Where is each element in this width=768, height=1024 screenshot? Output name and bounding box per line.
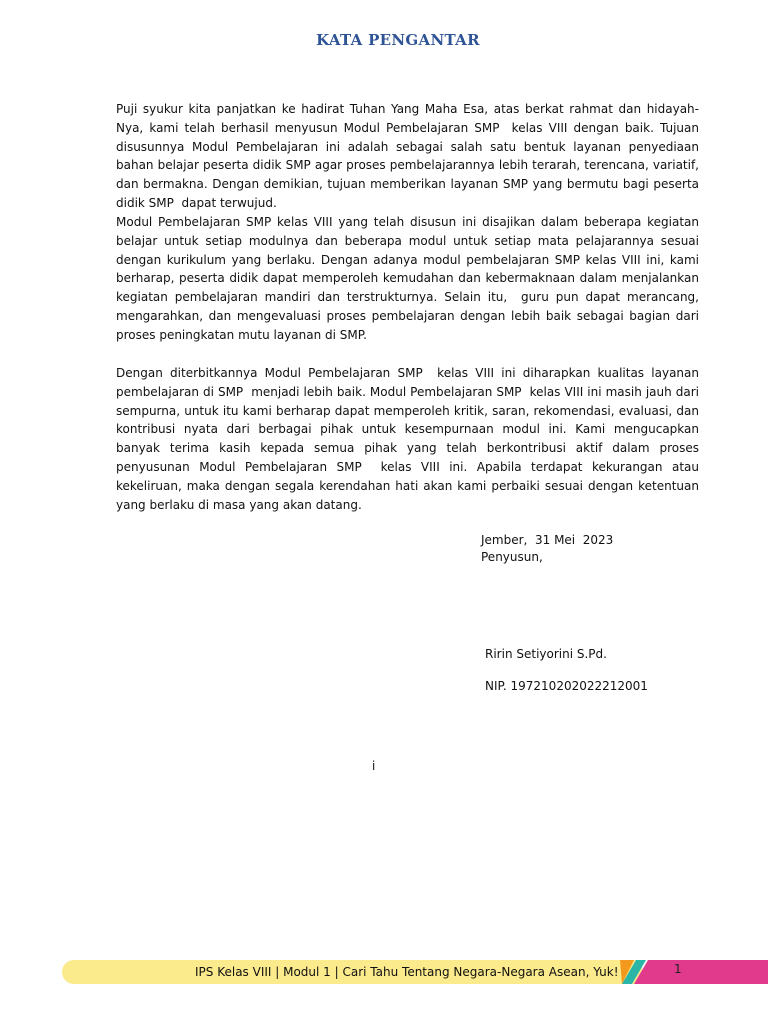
signer-name: Ririn Setiyorini S.Pd. (485, 647, 607, 661)
paragraph-intro: Puji syukur kita panjatkan ke hadirat Tuhan Yang Maha Esa, atas berkat rahmat dan hidayah-Nya, kami telah berhasil menyusun Modul Pembelajaran SMP kelas VIII dengan baik. Tujuan disusunnya Modul Pembelajaran ini adalah sebagai salah satu bentuk layanan penyediaan bahan belajar peserta didik SMP agar proses pembelajarannya lebih terarah, terencana, variatif, dan bermakna. Dengan demikian, tujuan memberikan layanan SMP yang bermutu bagi peserta didik SMP dapat terwujud. (116, 102, 703, 210)
signer-nip: NIP. 197210202022212001 (485, 679, 648, 693)
footer-page-number: 1 (674, 962, 682, 976)
place-date: Jember, 31 Mei 2023 (481, 533, 614, 547)
roman-page-number: i (372, 759, 376, 773)
footer-module-title: IPS Kelas VIII | Modul 1 | Cari Tahu Tentang Negara-Negara Asean, Yuk! (195, 965, 619, 979)
compiler-label: Penyusun, (481, 550, 543, 564)
paragraph-body: Modul Pembelajaran SMP kelas VIII yang telah disusun ini disajikan dalam beberapa kegiatan belajar untuk setiap modulnya dan beberapa modul untuk setiap mata pelajarannya sesuai dengan kurikulum yang berlaku. Dengan adanya modul pembelajaran SMP kelas VIII ini, kami berharap, peserta didik dapat memperoleh kemudahan dan kebermaknaan dalam menjalankan kegiatan pembelajaran mandiri dan terstrukturnya. Selain itu, guru pun dapat merancang, mengarahkan, dan mengevaluasi proses pembelajaran dengan lebih baik sebagai bagian dari proses peningkatan mutu layanan di SMP. (116, 215, 703, 342)
page-title: KATA PENGANTAR (316, 31, 480, 49)
paragraph-closing: Dengan diterbitkannya Modul Pembelajaran SMP kelas VIII ini diharapkan kualitas layanan pembelajaran di SMP menjadi lebih baik. Modul Pembelajaran SMP kelas VIII ini masih jauh dari sempurna, untuk itu kami berharap dapat memperoleh kritik, saran, rekomendasi, evaluasi, dan kontribusi nyata dari berbagai pihak untuk kesempurnaan modul ini. Kami mengucapkan banyak terima kasih kepada semua pihak yang telah berkontribusi aktif dalam proses penyusunan Modul Pembelajaran SMP kelas VIII ini. Apabila terdapat kekurangan atau kekeliruan, maka dengan segala kerendahan hati akan kami perbaiki sesuai dengan ketentuan yang berlaku di masa yang akan datang. (116, 366, 703, 512)
footer-decoration-stripes (620, 958, 768, 986)
